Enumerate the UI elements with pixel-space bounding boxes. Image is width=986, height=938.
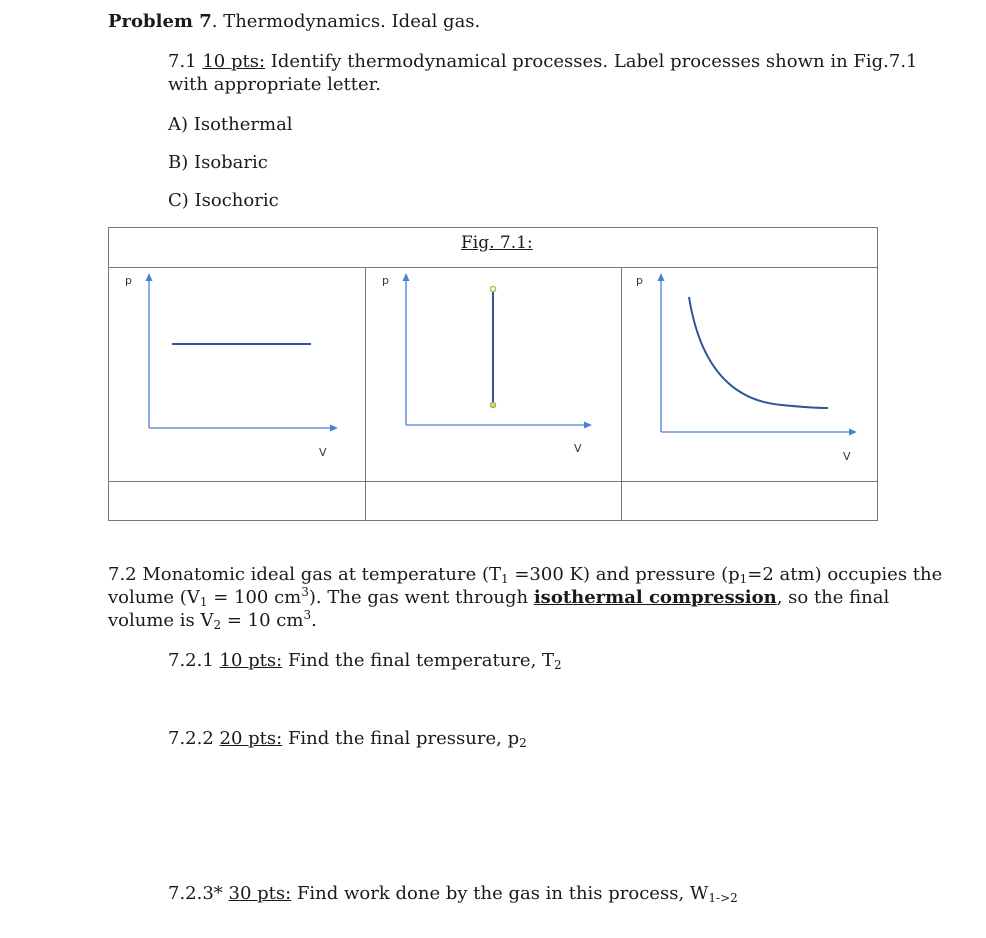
problem-number: Problem 7 bbox=[108, 11, 212, 32]
q72-text-3a: volume is V bbox=[108, 610, 214, 631]
sup-3: 3 bbox=[303, 608, 312, 622]
q723-points: 30 pts: bbox=[228, 883, 292, 904]
problem-title-rest: . Thermodynamics. Ideal gas. bbox=[211, 11, 481, 32]
figure-table bbox=[108, 227, 878, 521]
q722-points: 20 pts: bbox=[219, 728, 283, 749]
q72-text-2d: , so the final bbox=[776, 587, 890, 608]
isothermal-curve bbox=[689, 297, 828, 408]
q722-number: 7.2.2 bbox=[168, 728, 220, 749]
q721-points: 10 pts: bbox=[219, 650, 283, 671]
q71-points: 10 pts: bbox=[202, 51, 266, 72]
panel-2-y-label: p bbox=[382, 274, 389, 287]
panel-2-plot bbox=[366, 268, 621, 480]
q72-line1 bbox=[108, 564, 942, 586]
q71-number: 7.1 bbox=[168, 51, 203, 72]
q722-sub: 2 bbox=[519, 736, 527, 750]
panel-3-x-label: V bbox=[843, 450, 851, 463]
panel-1-x-arrow bbox=[330, 425, 338, 432]
q721-sub: 2 bbox=[554, 658, 562, 672]
panel-2-y-arrow bbox=[403, 273, 410, 281]
panel-2-x-label: V bbox=[574, 442, 582, 455]
q72-text-1b: =300 K) and pressure (p bbox=[508, 564, 740, 585]
q72-text-1c: =2 atm) occupies the bbox=[747, 564, 943, 585]
panel-2-x-arrow bbox=[584, 422, 592, 429]
option-c: C) Isochoric bbox=[168, 190, 279, 211]
q71-line1 bbox=[168, 51, 918, 73]
q72-text-2c: ). The gas went through bbox=[308, 587, 534, 608]
q72-text-2a: volume (V bbox=[108, 587, 200, 608]
panel-3-plot bbox=[622, 268, 877, 480]
problem-title bbox=[108, 11, 480, 33]
q72-text-3c: . bbox=[311, 610, 317, 631]
q721-number: 7.2.1 bbox=[168, 650, 220, 671]
isothermal-compression-emphasis: isothermal compression bbox=[533, 587, 777, 608]
figure-caption: Fig. 7.1: bbox=[461, 233, 533, 253]
isochoric-end-marker bbox=[490, 402, 495, 407]
q723-number: 7.2.3* bbox=[168, 883, 229, 904]
sub-1: 1 bbox=[199, 595, 208, 609]
panel-3-y-arrow bbox=[658, 273, 665, 281]
q721-text: Find the final temperature, T bbox=[282, 650, 555, 671]
q71-text: Identify thermodynamical processes. Label processes shown in Fig.7.1 bbox=[265, 51, 918, 72]
sub-1: 1 bbox=[739, 572, 748, 586]
answer-cell-3[interactable] bbox=[622, 482, 877, 520]
panel-1 bbox=[109, 268, 365, 480]
answer-cell-2[interactable] bbox=[366, 482, 621, 520]
q723-sub: 1->2 bbox=[708, 891, 738, 905]
isochoric-start-marker bbox=[490, 286, 495, 291]
sub-1: 1 bbox=[500, 572, 509, 586]
panel-1-y-arrow bbox=[146, 273, 153, 281]
q721 bbox=[168, 650, 562, 672]
panel-3-x-arrow bbox=[849, 429, 857, 436]
q722 bbox=[168, 728, 527, 750]
panel-2 bbox=[366, 268, 621, 480]
q72-line3 bbox=[108, 610, 317, 632]
panel-1-plot bbox=[109, 268, 365, 480]
panel-3-y-label: p bbox=[636, 274, 643, 287]
q723-text: Find work done by the gas in this process, W bbox=[291, 883, 709, 904]
sub-2: 2 bbox=[213, 618, 222, 632]
q722-text: Find the final pressure, p bbox=[282, 728, 520, 749]
option-b: B) Isobaric bbox=[168, 152, 268, 173]
panel-1-x-label: V bbox=[319, 446, 327, 459]
q72-text-3b: = 10 cm bbox=[221, 610, 304, 631]
q72-text-1a: 7.2 Monatomic ideal gas at temperature (T bbox=[108, 564, 501, 585]
q72-text-2b: = 100 cm bbox=[207, 587, 302, 608]
sup-3: 3 bbox=[301, 585, 309, 599]
option-a: A) Isothermal bbox=[168, 114, 293, 135]
q723 bbox=[168, 883, 738, 905]
q71-line2: with appropriate letter. bbox=[168, 74, 382, 95]
panel-3 bbox=[622, 268, 877, 480]
q72-line2 bbox=[108, 587, 889, 609]
answer-cell-1[interactable] bbox=[109, 482, 365, 520]
panel-1-y-label: p bbox=[125, 274, 132, 287]
